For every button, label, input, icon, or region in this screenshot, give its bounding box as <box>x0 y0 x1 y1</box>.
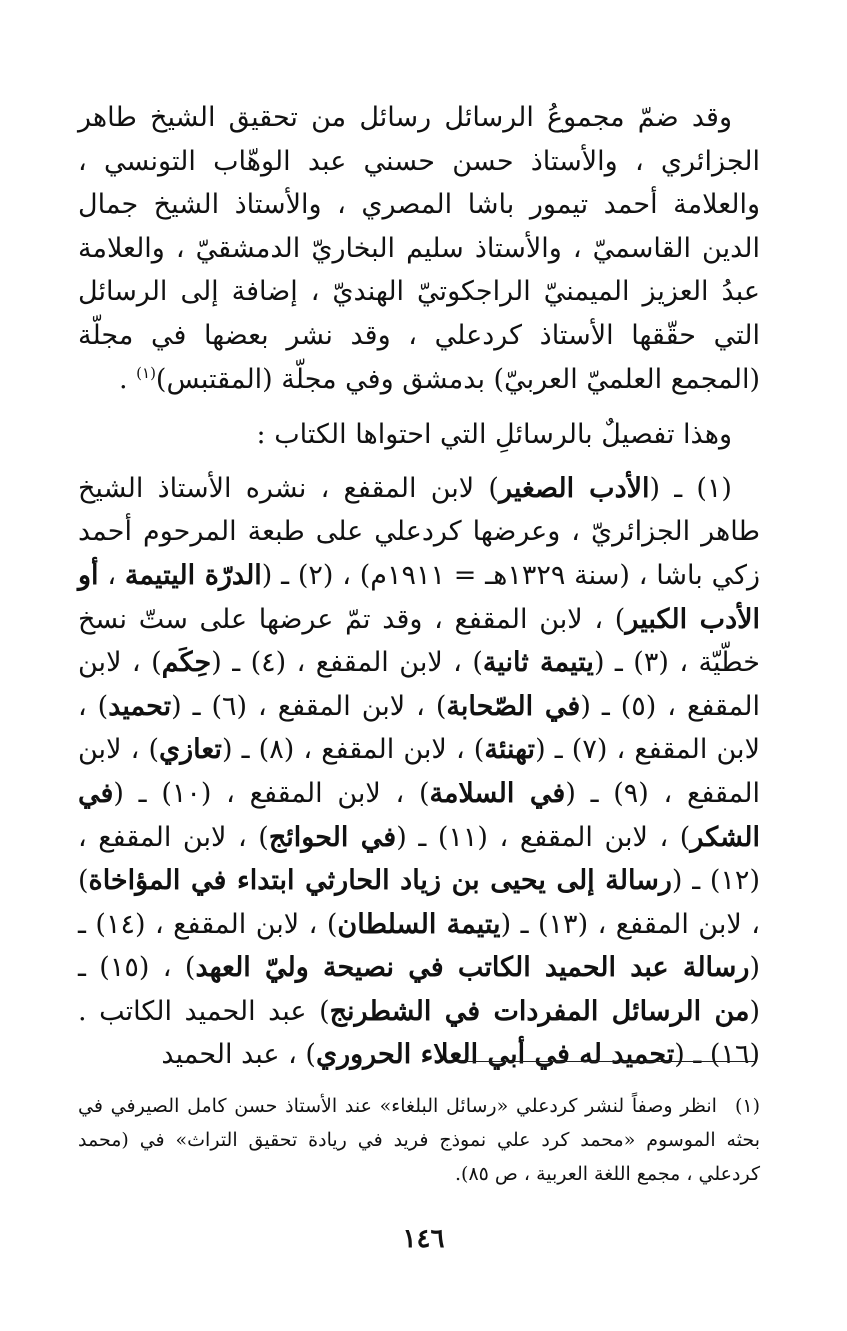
list-text: ) ، لابن المقفع ، (٦) ـ ( <box>171 690 447 722</box>
list-text: ) ، لابن المقفع ، (١١) ـ ( <box>396 821 691 853</box>
list-text: ، <box>98 559 125 591</box>
letter-title: في الحوائج <box>268 821 397 853</box>
letter-title: يتيمة السلطان <box>337 908 501 940</box>
list-text: ) عبد الحميد الكاتب . (١٦) ـ ( <box>78 995 760 1071</box>
intro-end: . <box>118 363 137 395</box>
letter-title: في الشكر <box>78 777 760 853</box>
page-number: ١٤٦ <box>402 1224 445 1254</box>
list-text: ) ، لابن المقفع ، (١٠) ـ ( <box>113 777 430 809</box>
intro-text: وقد ضمّ مجموعُ الرسائل رسائل من تحقيق الشيخ طاهر الجزائري ، والأستاذ حسن حسني عبد الوهّاب التونسي ، والعلامة أحمد تيمور باشا المصري ، والأستاذ الشيخ جمال الدين القاسميّ ، والأستاذ سليم البخاريّ الدمشقيّ ، والعلامة عبدُ العزيز الميمنيّ الراجكوتيّ الهنديّ ، إضافة إلى الرسائل التي حقّقها الأستاذ كردعلي ، وقد نشر بعضها في مجلّة (المجمع العلميّ العربيّ) بدمشق وفي مجلّة (المقتبس) <box>78 102 760 395</box>
list-text: ) ، عبد الحميد <box>161 1039 316 1071</box>
letter-title: الأدب الصغير <box>498 472 650 504</box>
letter-title: في الصّحابة <box>446 690 581 722</box>
list-text: ) ، لابن المقفع ، (١٤) ـ ( <box>78 908 760 984</box>
list-text: ) ، لابن المقفع ، (٧) ـ ( <box>78 690 760 766</box>
footnote <box>78 1089 760 1191</box>
list-text: ) ، لابن المقفع ، (٨) ـ ( <box>221 734 485 766</box>
letters-list-paragraph <box>78 467 760 1077</box>
letter-title: من الرسائل المفردات في الشطرنج <box>329 995 750 1027</box>
letter-title: تحميد <box>108 690 172 722</box>
letter-title: حِكَم <box>161 647 212 679</box>
footnote-number: (١) <box>734 1095 760 1117</box>
list-text: ) ، لابن المقفع ، (٥) ـ ( <box>78 647 760 722</box>
letter-title: تحميد له في أبي العلاء الحروري <box>315 1039 675 1071</box>
list-text: ) ، لابن المقفع ، (٤) ـ ( <box>211 647 483 679</box>
list-text: ) ، لابن المقفع ، (١٢) ـ ( <box>78 821 760 897</box>
letter-title: رسالة عبد الحميد الكاتب في نصيحة وليّ العهد <box>195 952 750 984</box>
list-text: (١) ـ ( <box>649 472 732 504</box>
lead-line: وهذا تفصيلٌ بالرسائلِ التي احتواها الكتاب : <box>256 419 732 451</box>
list-text: ) لابن المقفع ، نشره الأستاذ الشيخ طاهر الجزائريّ ، وعرضها كردعلي على طبعة المرحوم أحمد زكي باشا ، (سنة ١٣٢٩هـ = ١٩١١م) ، (٢) ـ ( <box>78 472 760 591</box>
letter-title: تعازي <box>158 734 222 766</box>
letter-title: يتيمة ثانية <box>482 647 594 679</box>
letter-title: الدرّة اليتيمة <box>124 559 262 591</box>
intro-paragraph <box>78 96 760 401</box>
list-text: ) ، لابن المقفع ، وقد تمّ عرضها على ستّ نسخ خطّيّة ، (٣) ـ ( <box>78 603 760 679</box>
footnote-reference: (١) <box>136 363 156 382</box>
page-body <box>78 96 760 1077</box>
letter-title: في السلامة <box>429 777 566 809</box>
list-text: ) ، (١٥) ـ ( <box>78 952 761 1027</box>
list-text: ) ، لابن المقفع ، (١٣) ـ ( <box>78 865 760 940</box>
letter-title: تهنئة <box>484 734 536 766</box>
letter-title: رسالة إلى يحيى بن زياد الحارثي ابتداء في المؤاخاة <box>88 865 672 897</box>
footnote-text: انظر وصفاً لنشر كردعلي «رسائل البلغاء» عند الأستاذ حسن كامل الصيرفي في بحثه الموسوم «محمد كرد علي نموذج فريد في ريادة تحقيق التراث» في (محمد كردعلي ، مجمع اللغة العربية ، ص ٨٥). <box>78 1095 760 1185</box>
letter-title: أو الأدب الكبير <box>78 559 760 635</box>
list-text: ) ، لابن المقفع ، (٩) ـ ( <box>78 734 760 809</box>
footnote-divider <box>452 1061 756 1062</box>
